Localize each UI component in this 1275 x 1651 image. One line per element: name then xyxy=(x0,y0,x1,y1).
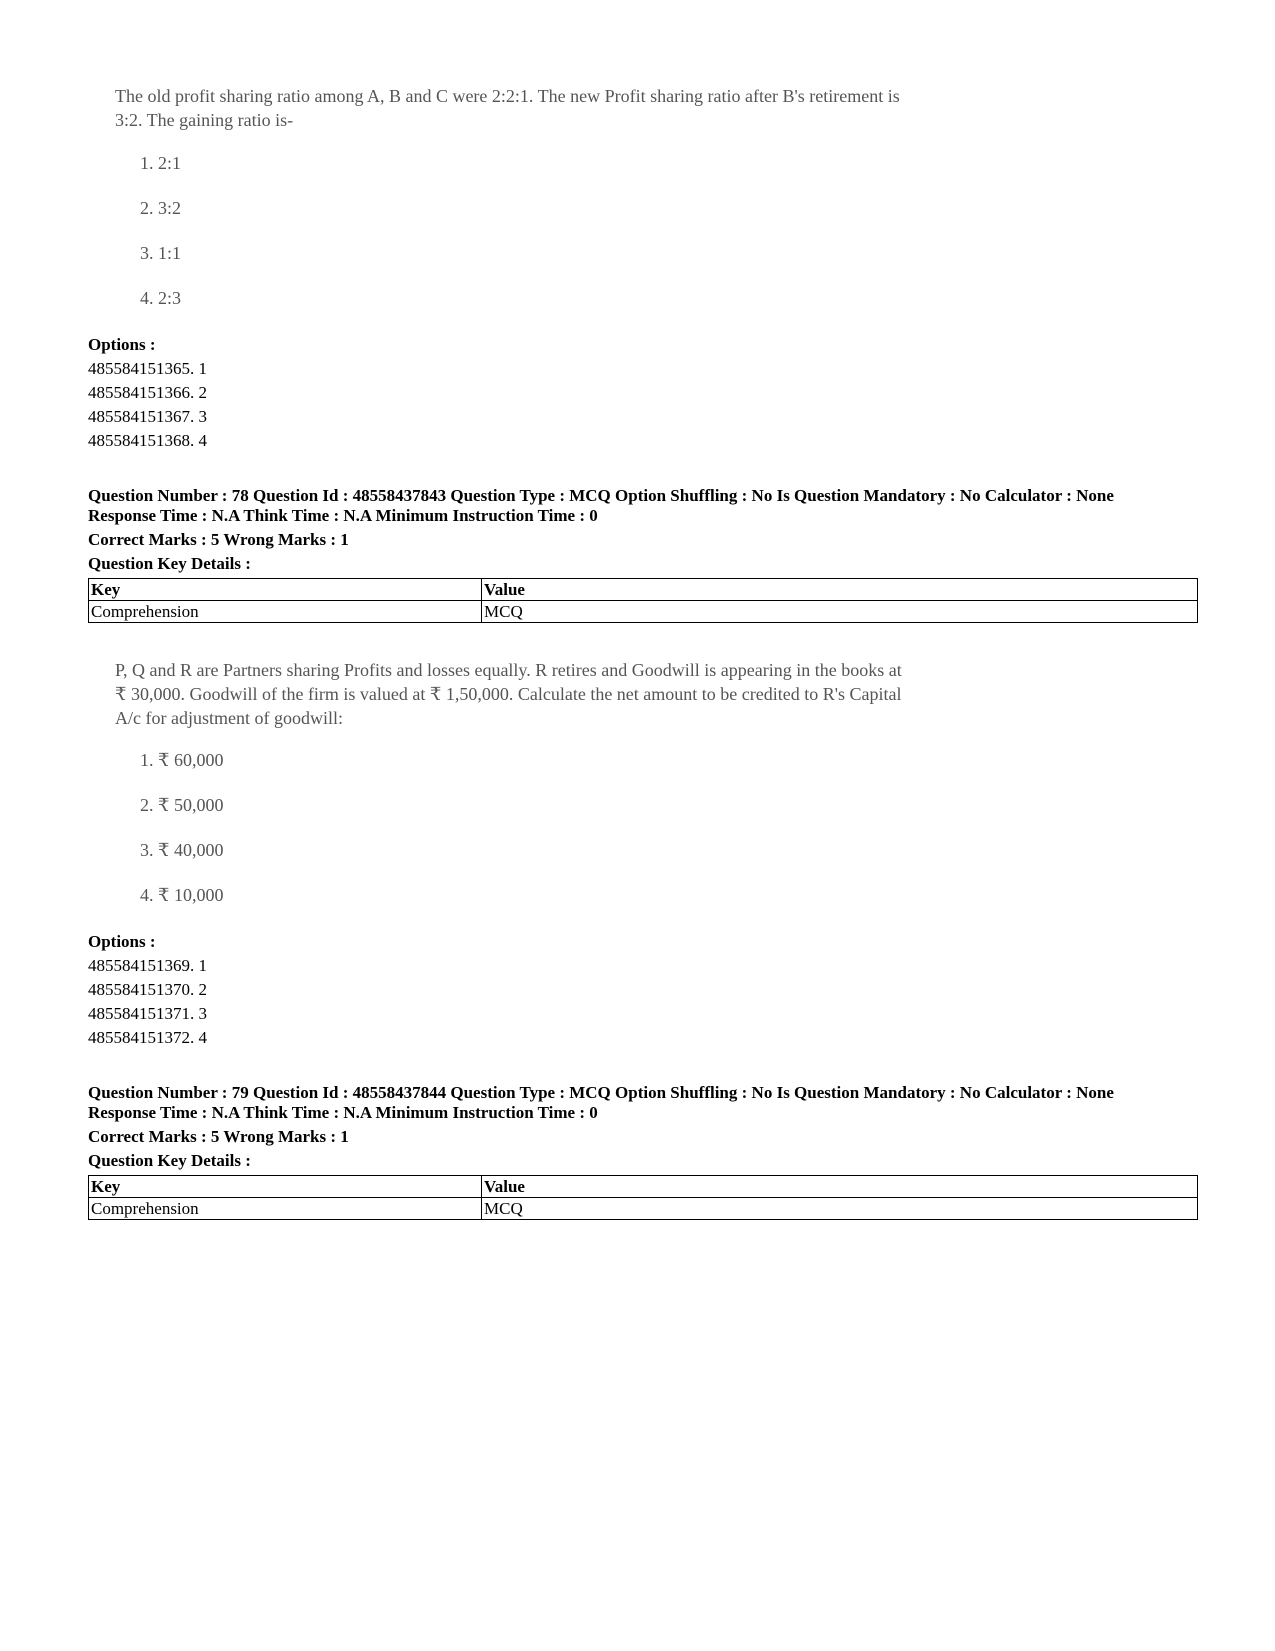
question-78-meta-line2: Response Time : N.A Think Time : N.A Minimum Instruction Time : 0 xyxy=(88,506,598,525)
table-header-cell: Value xyxy=(482,1176,1198,1198)
question-78-choice: 1. ₹ 60,000 xyxy=(140,750,224,770)
option-id: 485584151371. 3 xyxy=(88,1004,207,1023)
option-id: 485584151369. 1 xyxy=(88,956,207,975)
question-77-choice: 1. 2:1 xyxy=(140,153,182,173)
question-78-choice: 2. ₹ 50,000 xyxy=(140,795,224,815)
option-id: 485584151370. 2 xyxy=(88,980,207,999)
option-id: 485584151366. 2 xyxy=(88,383,207,402)
table-cell: MCQ xyxy=(482,601,1198,623)
question-77-choice: 2. 3:2 xyxy=(140,198,182,218)
table-header-cell: Value xyxy=(482,579,1198,601)
table-header-cell: Key xyxy=(89,579,482,601)
option-id: 485584151365. 1 xyxy=(88,359,207,378)
table-header-cell: Key xyxy=(89,1176,482,1198)
question-78-key-details-label: Question Key Details : xyxy=(88,554,251,573)
question-78-choice: 4. ₹ 10,000 xyxy=(140,885,224,905)
question-77-choice: 4. 2:3 xyxy=(140,288,182,308)
table-header-row xyxy=(89,579,1198,601)
question-78-meta-line1: Question Number : 78 Question Id : 48558437843 Question Type : MCQ Option Shuffling : No Is Question Mandatory : No Calculator : None xyxy=(88,486,1114,505)
table-cell: MCQ xyxy=(482,1198,1198,1220)
question-79-meta-line1: Question Number : 79 Question Id : 48558437844 Question Type : MCQ Option Shuffling : No Is Question Mandatory : No Calculator : None xyxy=(88,1083,1114,1102)
question-77-choice: 3. 1:1 xyxy=(140,243,182,263)
question-78-choice: 3. ₹ 40,000 xyxy=(140,840,224,860)
question-78-text-line2: ₹ 30,000. Goodwill of the firm is valued at ₹ 1,50,000. Calculate the net amount to be credited to R's Capital xyxy=(115,684,902,704)
options-label: Options : xyxy=(88,932,156,951)
table-cell: Comprehension xyxy=(89,601,482,623)
question-77-text-line2: 3:2. The gaining ratio is- xyxy=(115,110,294,130)
table-header-row xyxy=(89,1176,1198,1198)
question-79-marks: Correct Marks : 5 Wrong Marks : 1 xyxy=(88,1127,349,1146)
question-79-key-table xyxy=(88,1175,1198,1220)
question-79-key-details-label: Question Key Details : xyxy=(88,1151,251,1170)
question-78-text-line3: A/c for adjustment of goodwill: xyxy=(115,708,343,728)
options-label: Options : xyxy=(88,335,156,354)
table-row xyxy=(89,1198,1198,1220)
option-id: 485584151367. 3 xyxy=(88,407,207,426)
question-77-text-line1: The old profit sharing ratio among A, B and C were 2:2:1. The new Profit sharing ratio after B's retirement is xyxy=(115,86,900,106)
option-id: 485584151368. 4 xyxy=(88,431,207,450)
table-cell: Comprehension xyxy=(89,1198,482,1220)
question-79-meta-line2: Response Time : N.A Think Time : N.A Minimum Instruction Time : 0 xyxy=(88,1103,598,1122)
question-78-marks: Correct Marks : 5 Wrong Marks : 1 xyxy=(88,530,349,549)
option-id: 485584151372. 4 xyxy=(88,1028,207,1047)
question-78-text-line1: P, Q and R are Partners sharing Profits and losses equally. R retires and Goodwill is appearing in the books at xyxy=(115,660,902,680)
question-78-key-table xyxy=(88,578,1198,623)
table-row xyxy=(89,601,1198,623)
